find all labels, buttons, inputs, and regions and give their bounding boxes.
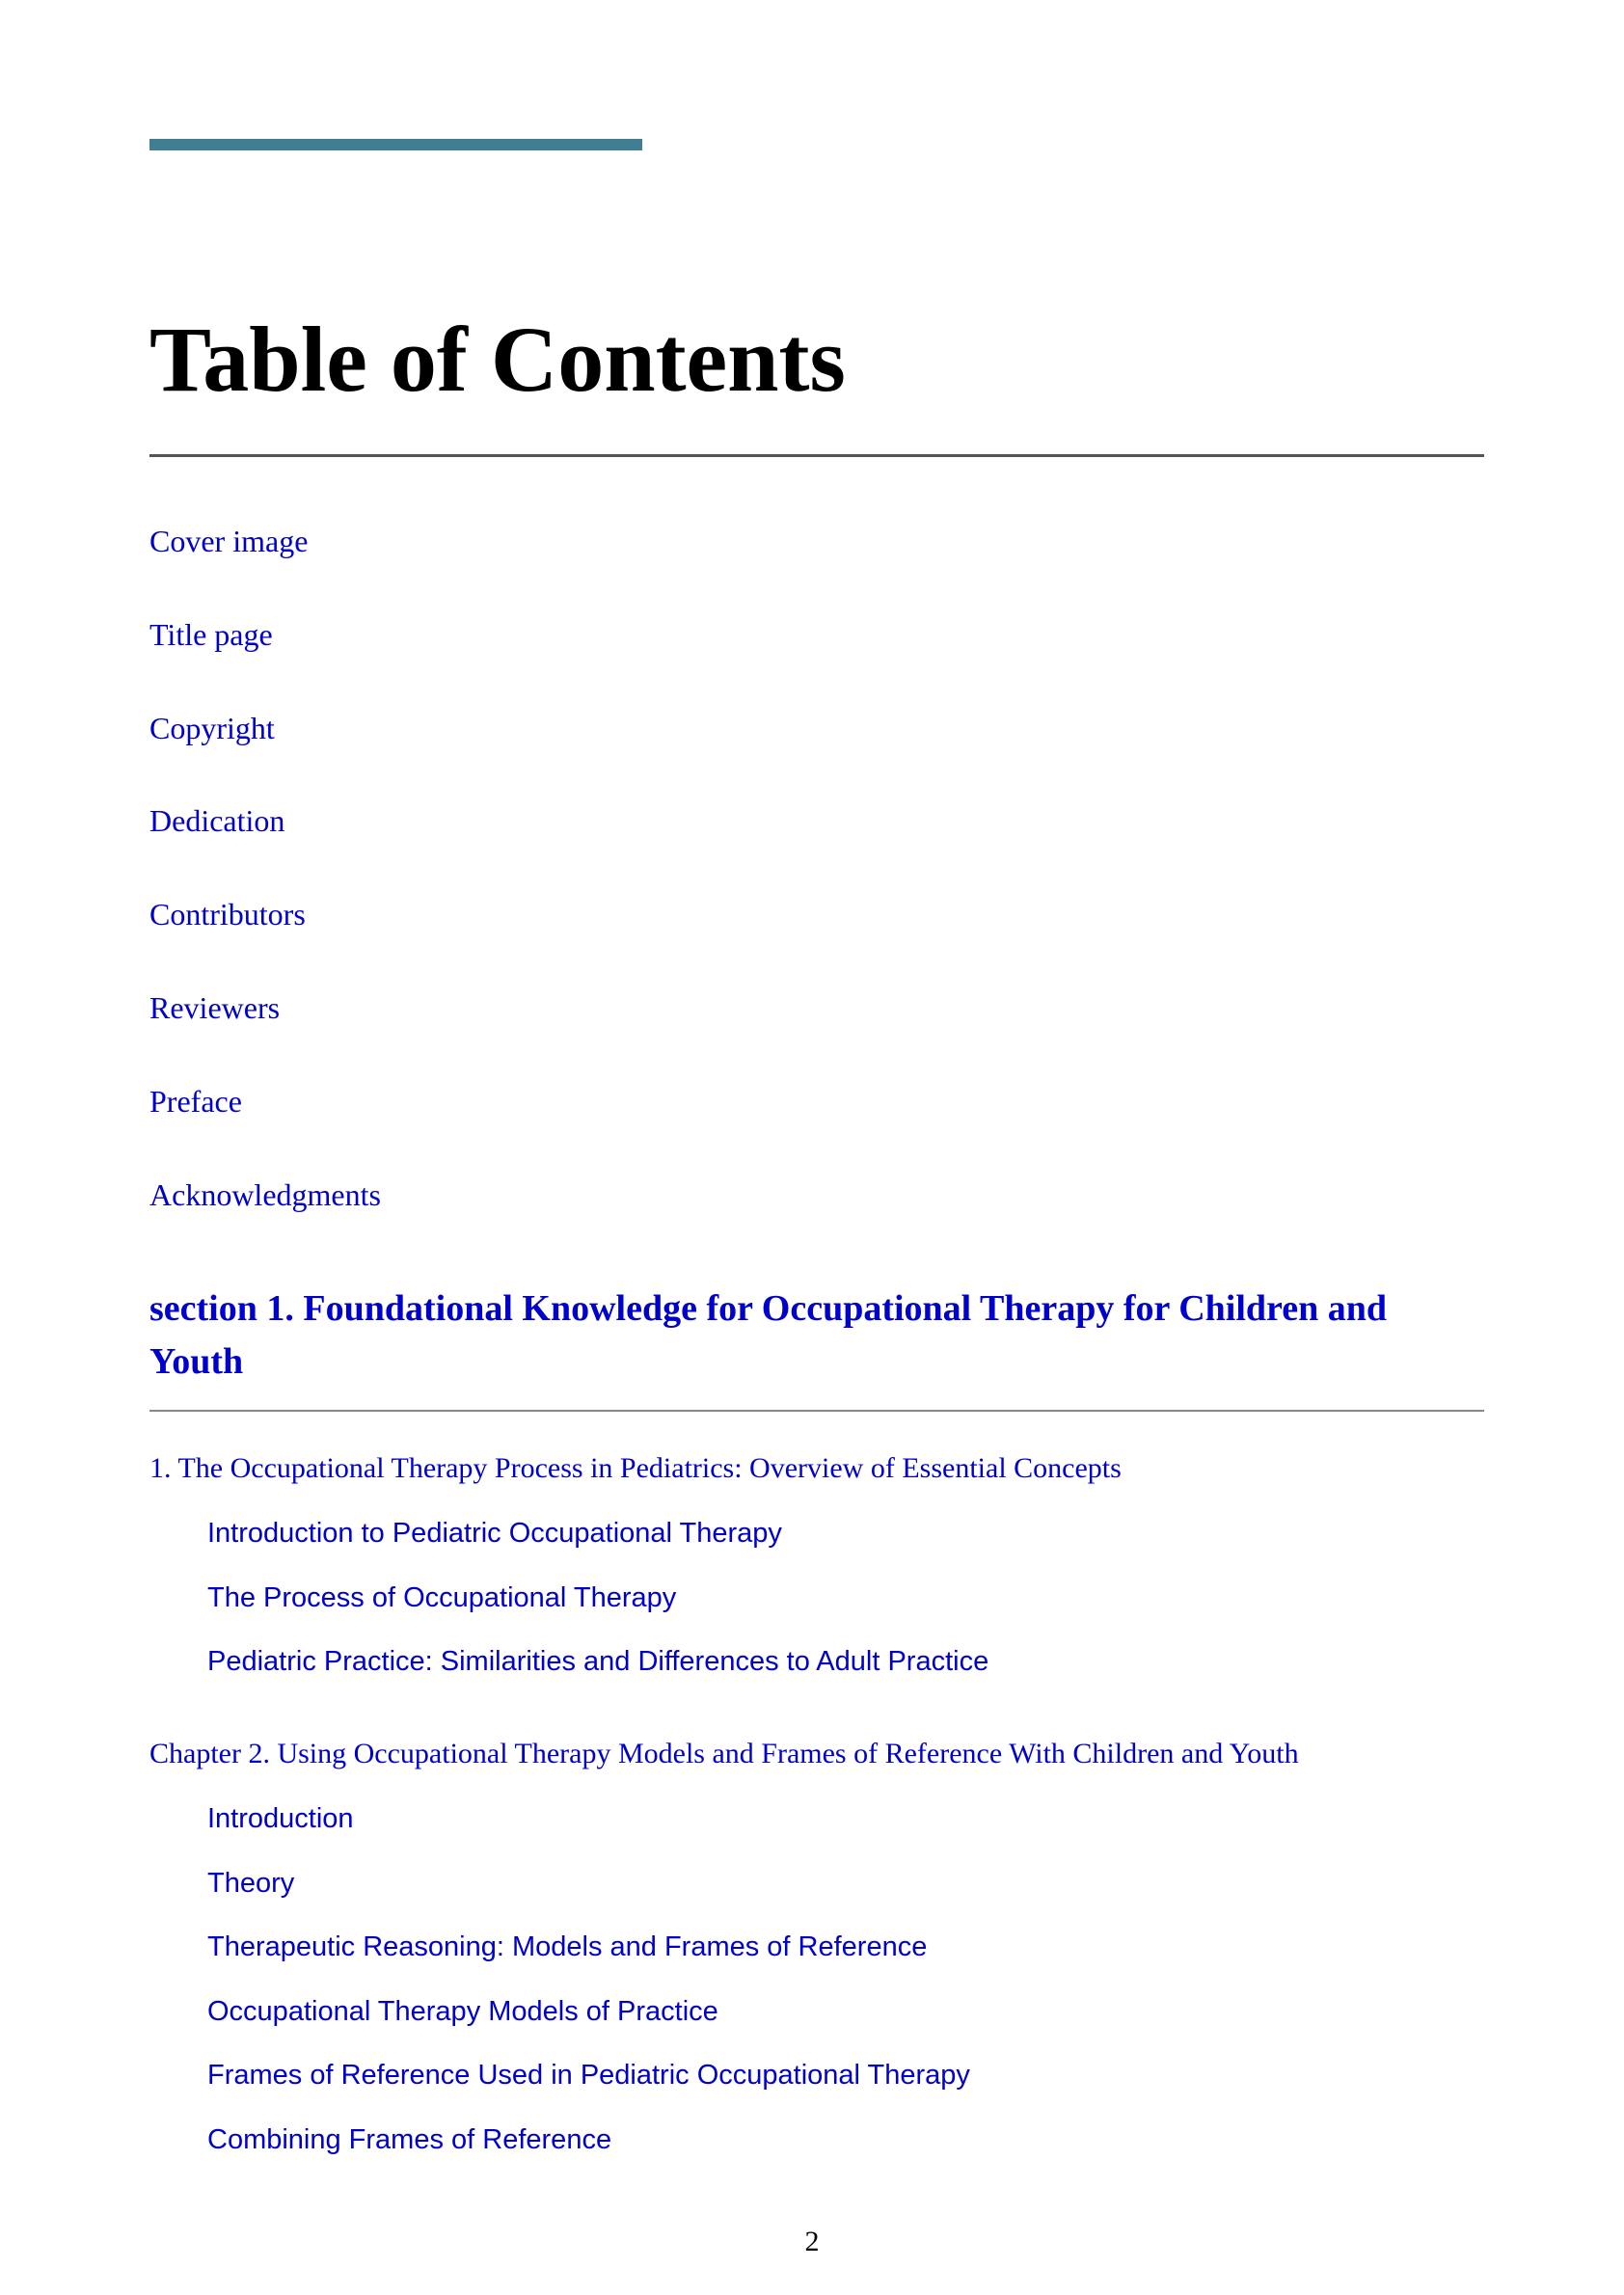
section-divider — [149, 1410, 1484, 1412]
chapter-1-subsections — [207, 1509, 988, 1702]
title-divider — [149, 454, 1484, 457]
toc-subsection-link[interactable]: Occupational Therapy Models of Practice — [207, 1995, 718, 2027]
toc-subsection-link[interactable]: Therapeutic Reasoning: Models and Frames of Reference — [207, 1931, 928, 1963]
toc-link-acknowledgments[interactable]: Acknowledgments — [149, 1176, 381, 1212]
toc-subsection-link[interactable]: Frames of Reference Used in Pediatric Occupational Therapy — [207, 2060, 970, 2092]
toc-subsection-link[interactable]: Introduction — [207, 1803, 354, 1834]
toc-link-cover-image[interactable]: Cover image — [149, 524, 309, 558]
toc-subsection-link[interactable]: The Process of Occupational Therapy — [207, 1581, 677, 1613]
toc-link-contributors[interactable]: Contributors — [149, 897, 306, 932]
toc-subsection-link[interactable]: Combining Frames of Reference — [207, 2123, 612, 2155]
toc-section-1-heading[interactable]: section 1. Foundational Knowledge for Occupational Therapy for Children and Youth — [149, 1288, 1388, 1382]
front-matter-list — [149, 517, 381, 1263]
toc-chapter-2-link[interactable]: Chapter 2. Using Occupational Therapy Models and Frames of Reference With Children and Youth — [149, 1738, 1299, 1769]
page-title: Table of Contents — [149, 308, 846, 411]
header-accent-bar — [149, 139, 642, 150]
toc-link-dedication[interactable]: Dedication — [149, 803, 285, 839]
toc-link-copyright[interactable]: Copyright — [149, 710, 275, 745]
toc-subsection-link[interactable]: Theory — [207, 1867, 295, 1899]
toc-chapter-1-link[interactable]: 1. The Occupational Therapy Process in Pediatrics: Overview of Essential Concepts — [149, 1452, 1122, 1484]
toc-link-title-page[interactable]: Title page — [149, 616, 273, 652]
toc-subsection-link[interactable]: Introduction to Pediatric Occupational Therapy — [207, 1518, 782, 1549]
toc-link-preface[interactable]: Preface — [149, 1083, 242, 1119]
chapter-2-subsections — [207, 1795, 970, 2180]
toc-subsection-link[interactable]: Pediatric Practice: Similarities and Differences to Adult Practice — [207, 1646, 989, 1678]
page-number: 2 — [804, 2226, 820, 2257]
toc-link-reviewers[interactable]: Reviewers — [149, 989, 281, 1025]
